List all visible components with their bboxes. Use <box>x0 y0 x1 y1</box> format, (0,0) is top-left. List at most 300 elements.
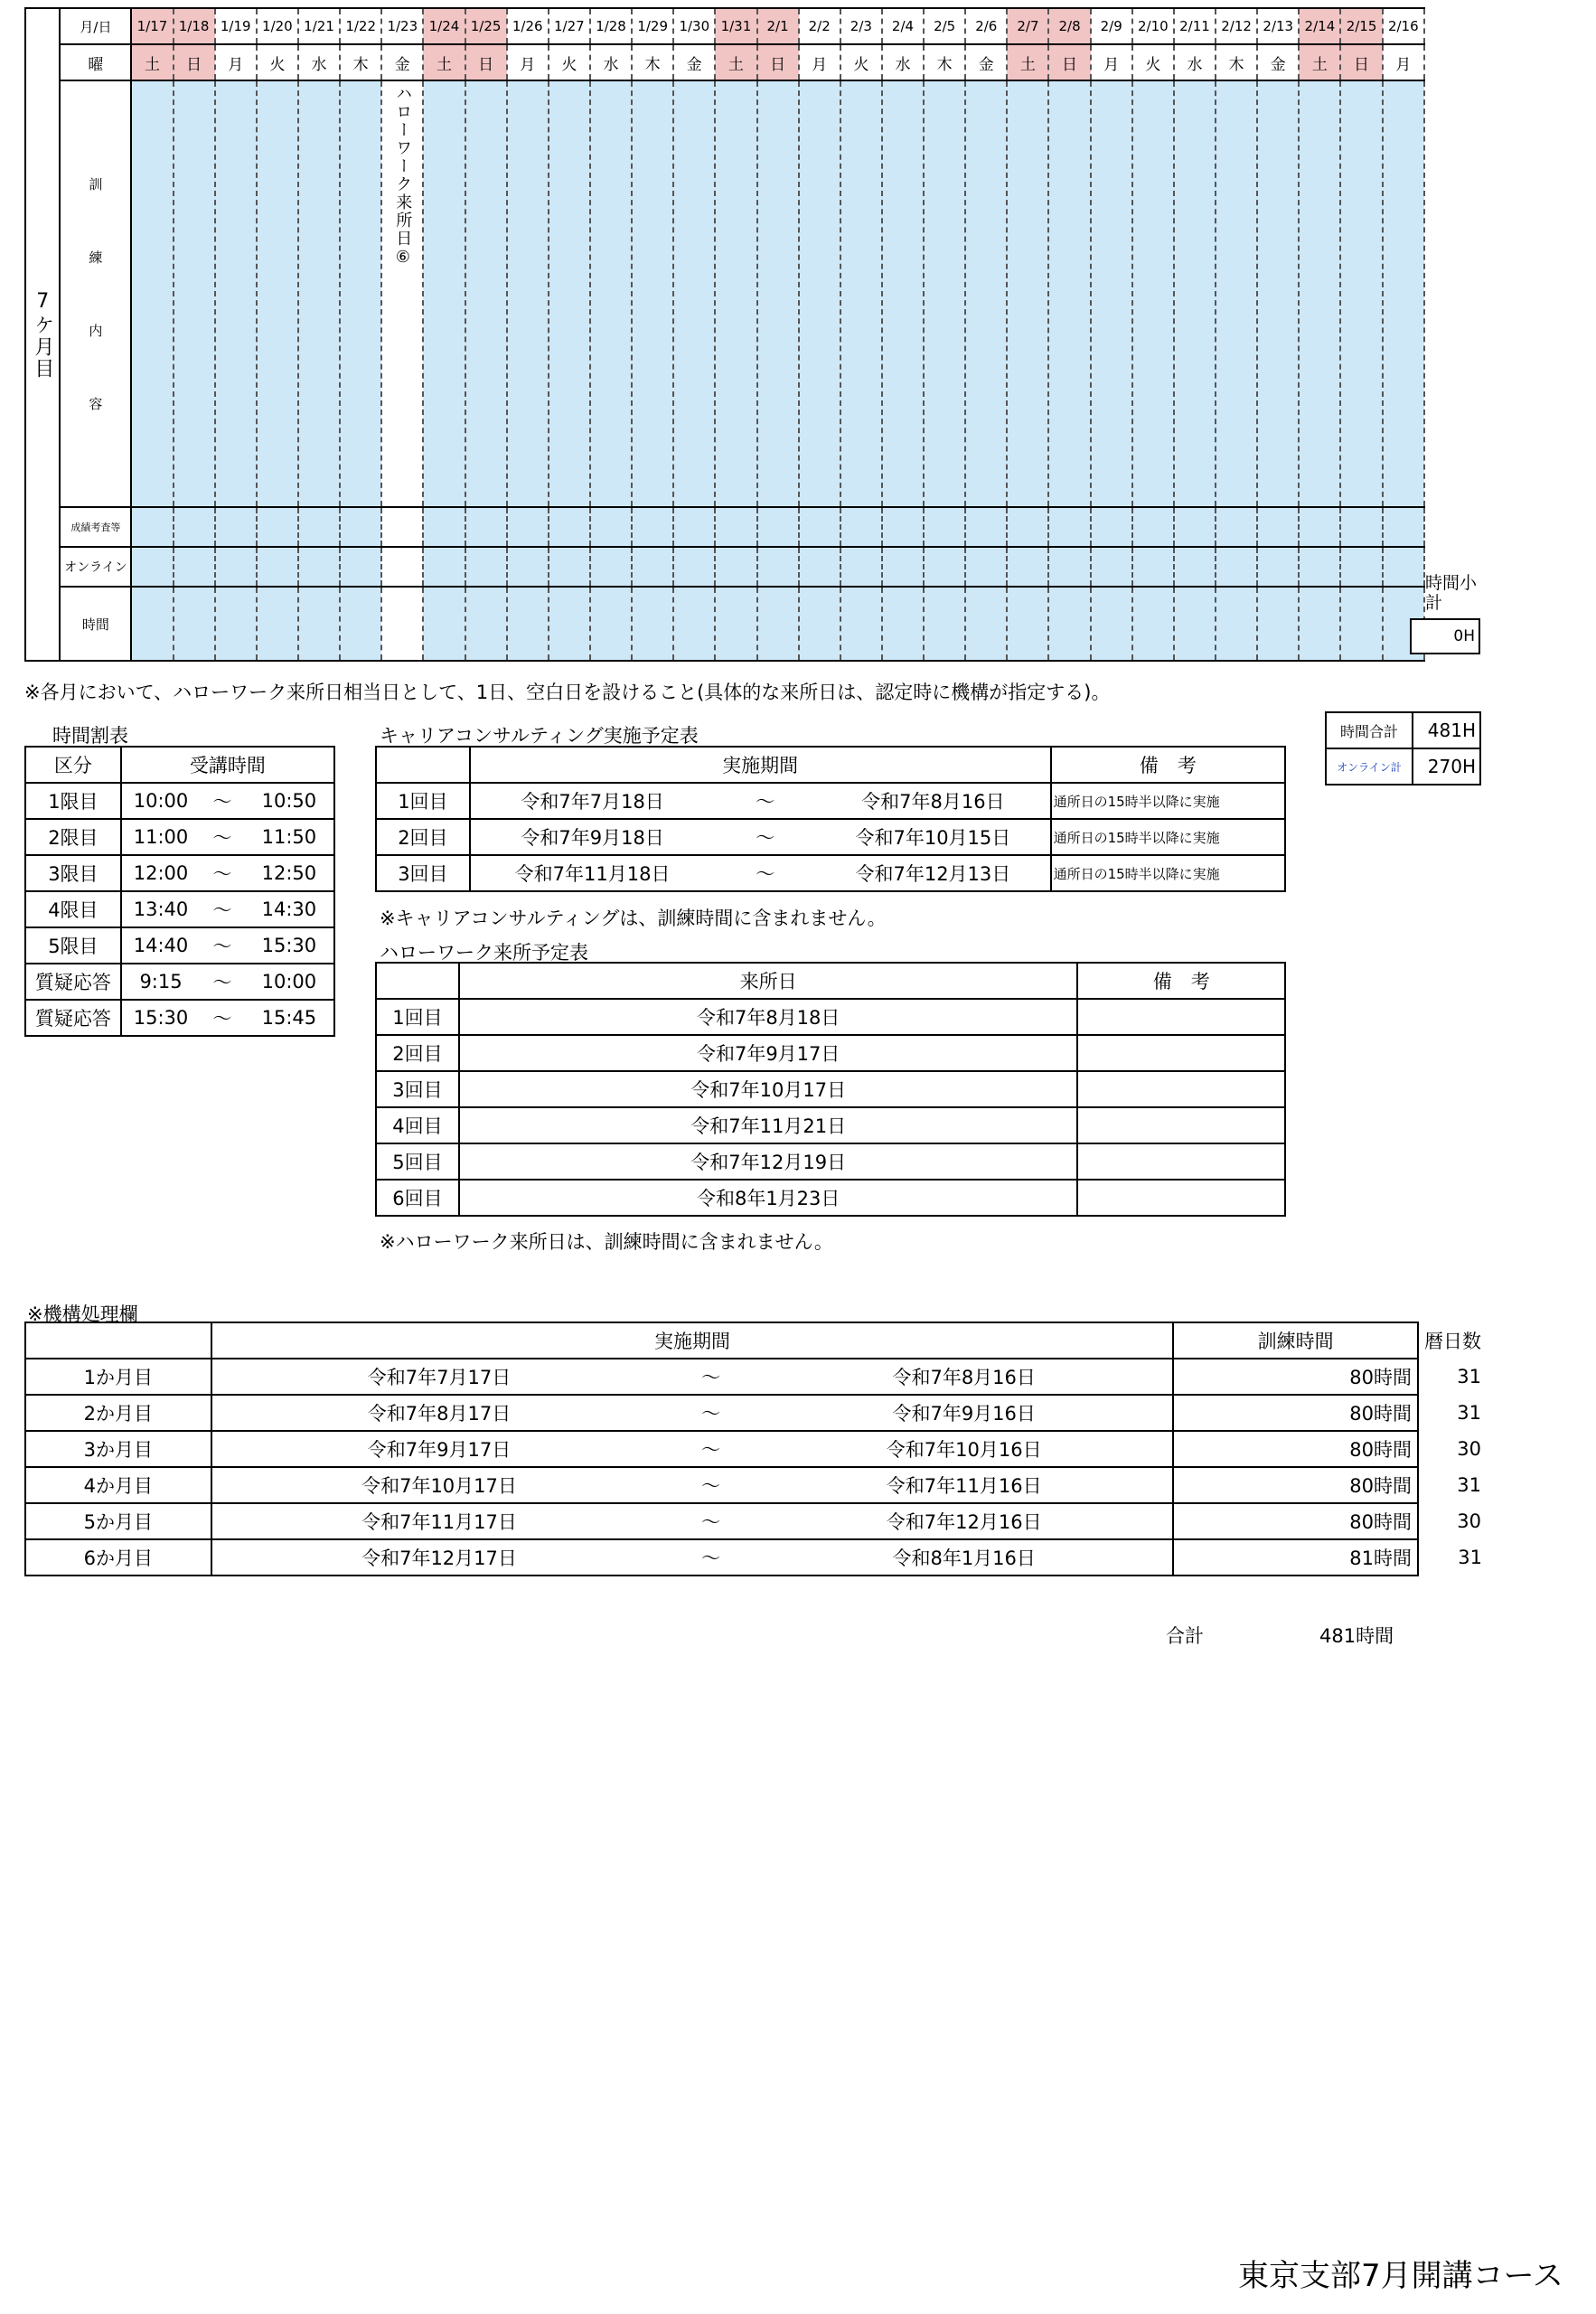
month-label <box>25 8 60 661</box>
weekday-cell: 火 <box>257 44 298 80</box>
career-note: ※キャリアコンサルティングは、訓練時間に含まれません。 <box>380 908 887 929</box>
date-cell: 1/25 <box>465 8 507 44</box>
online-cell <box>1132 547 1174 587</box>
online-cell <box>757 547 799 587</box>
hellowork-date: 令和7年8月18日 <box>459 999 1078 1035</box>
hellowork-remark <box>1077 1180 1285 1216</box>
grade-cell <box>1340 507 1382 547</box>
kikou-header-blank <box>25 1322 211 1359</box>
period-end: 10:00 <box>245 964 334 1000</box>
career-sep: ～ <box>714 819 816 855</box>
content-cell <box>423 80 465 507</box>
weekday-cell: 金 <box>1257 44 1299 80</box>
weekday-cell: 土 <box>131 44 173 80</box>
period-end: 12:50 <box>245 855 334 891</box>
kikou-from: 令和7年7月17日 <box>211 1359 667 1395</box>
period-end: 15:45 <box>245 1000 334 1036</box>
kikou-row <box>25 1359 1488 1395</box>
kikou-month: 6か月目 <box>25 1539 211 1576</box>
online-cell <box>1299 547 1340 587</box>
content-cell <box>465 80 507 507</box>
hellowork-date: 令和8年1月23日 <box>459 1180 1078 1216</box>
timetable-header-section: 区分 <box>25 747 121 783</box>
hours-cell <box>632 587 673 661</box>
online-cell <box>465 547 507 587</box>
hours-cell <box>174 587 215 661</box>
grade-cell <box>757 507 799 547</box>
hellowork-row <box>376 1180 1285 1216</box>
hours-cell <box>423 587 465 661</box>
weekday-cell: 水 <box>298 44 340 80</box>
date-cell: 1/31 <box>715 8 756 44</box>
kikou-row <box>25 1431 1488 1467</box>
weekday-cell: 日 <box>465 44 507 80</box>
career-round: 3回目 <box>376 855 470 891</box>
date-cell: 2/10 <box>1132 8 1174 44</box>
online-cell <box>1174 547 1216 587</box>
hours-cell <box>507 587 549 661</box>
hellowork-round: 3回目 <box>376 1071 459 1107</box>
content-cell <box>1216 80 1257 507</box>
period-end: 14:30 <box>245 891 334 927</box>
hours-total-value: 481H <box>1413 712 1480 748</box>
content-cell <box>131 80 173 507</box>
online-total-value: 270H <box>1413 748 1480 785</box>
weekday-cell: 日 <box>1048 44 1090 80</box>
online-cell <box>673 547 715 587</box>
hours-cell <box>924 587 965 661</box>
online-cell <box>1091 547 1132 587</box>
timetable-title: 時間割表 <box>52 725 128 747</box>
subtotal-label: 時間小計 <box>1425 573 1478 613</box>
period-sep: ～ <box>200 855 244 891</box>
row-label-char: 容 <box>89 396 103 412</box>
kikou-days: 31 <box>1457 1366 1481 1387</box>
period-name: 1限目 <box>25 783 121 819</box>
period-end: 10:50 <box>245 783 334 819</box>
kikou-from: 令和7年12月17日 <box>211 1539 667 1576</box>
row-label-hours: 時間 <box>60 587 131 661</box>
online-cell <box>840 547 882 587</box>
grade-cell <box>1299 507 1340 547</box>
hours-cell <box>1299 587 1340 661</box>
content-cell <box>174 80 215 507</box>
kikou-to: 令和7年8月16日 <box>756 1359 1173 1395</box>
online-cell <box>381 547 423 587</box>
grade-cell <box>632 507 673 547</box>
hellowork-round: 2回目 <box>376 1035 459 1071</box>
weekday-cell: 月 <box>1383 44 1424 80</box>
content-cell <box>715 80 756 507</box>
career-row <box>376 819 1285 855</box>
period-start: 9:15 <box>121 964 201 1000</box>
content-cell <box>1383 80 1424 507</box>
month-label-text: 7ケ月目 <box>31 289 54 380</box>
hours-cell <box>257 587 298 661</box>
online-cell <box>882 547 924 587</box>
online-cell <box>590 547 632 587</box>
weekday-cell: 日 <box>757 44 799 80</box>
hellowork-day-cell <box>381 80 423 507</box>
kikou-days: 30 <box>1457 1510 1481 1532</box>
weekday-cell: 金 <box>381 44 423 80</box>
career-title: キャリアコンサルティング実施予定表 <box>380 725 699 747</box>
hours-cell <box>715 587 756 661</box>
hours-cell <box>381 587 423 661</box>
kikou-month: 5か月目 <box>25 1503 211 1539</box>
weekday-cell: 火 <box>549 44 590 80</box>
content-cell <box>840 80 882 507</box>
kikou-row <box>25 1467 1488 1503</box>
period-end: 15:30 <box>245 927 334 964</box>
period-name: 質疑応答 <box>25 964 121 1000</box>
content-cell <box>757 80 799 507</box>
grade-cell <box>507 507 549 547</box>
hours-cell <box>298 587 340 661</box>
grade-cell <box>1383 507 1424 547</box>
weekday-cell: 土 <box>1007 44 1048 80</box>
date-cell: 2/13 <box>1257 8 1299 44</box>
career-to: 令和7年12月13日 <box>816 855 1050 891</box>
date-cell: 1/21 <box>298 8 340 44</box>
period-start: 10:00 <box>121 783 201 819</box>
date-cell: 2/9 <box>1091 8 1132 44</box>
weekday-cell: 日 <box>174 44 215 80</box>
weekday-cell: 月 <box>799 44 840 80</box>
hours-cell <box>965 587 1007 661</box>
weekday-cell: 水 <box>590 44 632 80</box>
online-cell <box>1048 547 1090 587</box>
hours-cell <box>1340 587 1382 661</box>
hours-cell <box>215 587 257 661</box>
grade-cell <box>965 507 1007 547</box>
grade-cell <box>1132 507 1174 547</box>
content-cell <box>507 80 549 507</box>
weekday-cell: 火 <box>840 44 882 80</box>
hellowork-title: ハローワーク来所予定表 <box>380 942 588 964</box>
online-cell <box>1340 547 1382 587</box>
timetable-row <box>25 855 334 891</box>
grade-cell <box>882 507 924 547</box>
career-sep: ～ <box>714 855 816 891</box>
kikou-days: 30 <box>1457 1438 1481 1460</box>
note-hellowork-blank-day: ※各月において、ハローワーク来所日相当日として、1日、空白日を設けること(具体的な来所日は、認定時に機構が指定する)。 <box>24 682 1111 703</box>
kikou-from: 令和7年11月17日 <box>211 1503 667 1539</box>
timetable-row <box>25 783 334 819</box>
content-cell <box>1299 80 1340 507</box>
grade-cell <box>340 507 381 547</box>
hours-cell <box>1091 587 1132 661</box>
kikou-sep: ～ <box>666 1503 756 1539</box>
hellowork-row <box>376 1035 1285 1071</box>
date-cell: 1/28 <box>590 8 632 44</box>
period-name: 5限目 <box>25 927 121 964</box>
content-cell <box>1132 80 1174 507</box>
weekday-cell: 土 <box>715 44 756 80</box>
career-from: 令和7年9月18日 <box>470 819 715 855</box>
period-sep: ～ <box>200 783 244 819</box>
content-cell <box>257 80 298 507</box>
online-cell <box>965 547 1007 587</box>
period-name: 2限目 <box>25 819 121 855</box>
hours-cell <box>590 587 632 661</box>
header-dow-label: 曜 <box>60 44 131 80</box>
hours-cell <box>882 587 924 661</box>
row-label-char: 練 <box>89 249 103 266</box>
hellowork-table <box>375 962 1286 1217</box>
hellowork-row <box>376 1143 1285 1180</box>
totals-table <box>1325 711 1481 785</box>
date-cell: 2/2 <box>799 8 840 44</box>
row-label-content-text <box>61 174 130 413</box>
subtotal-value: 0H <box>1410 618 1480 654</box>
online-cell <box>174 547 215 587</box>
kikou-total-value: 481時間 <box>1319 1625 1394 1647</box>
date-cell: 1/19 <box>215 8 257 44</box>
content-cell <box>632 80 673 507</box>
career-row <box>376 855 1285 891</box>
grade-cell <box>1216 507 1257 547</box>
header-date-label: 月/日 <box>60 8 131 44</box>
weekday-cell: 土 <box>423 44 465 80</box>
hellowork-date: 令和7年9月17日 <box>459 1035 1078 1071</box>
date-cell: 2/1 <box>757 8 799 44</box>
weekday-cell: 日 <box>1340 44 1382 80</box>
hours-total-label: 時間合計 <box>1326 712 1413 748</box>
grade-cell <box>1257 507 1299 547</box>
content-cell <box>673 80 715 507</box>
period-name: 4限目 <box>25 891 121 927</box>
grade-cell <box>465 507 507 547</box>
career-round: 1回目 <box>376 783 470 819</box>
content-cell <box>215 80 257 507</box>
kikou-sep: ～ <box>666 1431 756 1467</box>
row-label-grade: 成績考査等 <box>60 507 131 547</box>
kikou-days: 31 <box>1457 1474 1481 1496</box>
kikou-title: ※機構処理欄 <box>27 1303 138 1325</box>
hours-cell <box>1132 587 1174 661</box>
kikou-hours: 80時間 <box>1173 1395 1418 1431</box>
date-cell: 1/29 <box>632 8 673 44</box>
online-cell <box>507 547 549 587</box>
hours-cell <box>1174 587 1216 661</box>
kikou-month: 2か月目 <box>25 1395 211 1431</box>
date-cell: 2/4 <box>882 8 924 44</box>
date-cell: 2/11 <box>1174 8 1216 44</box>
kikou-row <box>25 1503 1488 1539</box>
content-cell <box>298 80 340 507</box>
online-cell <box>340 547 381 587</box>
timetable-row <box>25 891 334 927</box>
date-cell: 1/17 <box>131 8 173 44</box>
kikou-month: 1か月目 <box>25 1359 211 1395</box>
kikou-header-period: 実施期間 <box>211 1322 1174 1359</box>
content-cell <box>1174 80 1216 507</box>
content-cell <box>965 80 1007 507</box>
hours-cell <box>799 587 840 661</box>
date-cell: 1/22 <box>340 8 381 44</box>
kikou-header-days: 暦日数 <box>1423 1331 1481 1352</box>
career-header-blank <box>376 747 470 783</box>
date-cell: 1/26 <box>507 8 549 44</box>
grade-cell <box>423 507 465 547</box>
row-label-char: 訓 <box>89 176 103 193</box>
career-header-remarks: 備 考 <box>1051 747 1285 783</box>
online-cell <box>298 547 340 587</box>
content-cell <box>1257 80 1299 507</box>
career-round: 2回目 <box>376 819 470 855</box>
content-cell <box>1007 80 1048 507</box>
weekday-cell: 土 <box>1299 44 1340 80</box>
period-sep: ～ <box>200 819 244 855</box>
kikou-from: 令和7年10月17日 <box>211 1467 667 1503</box>
period-sep: ～ <box>200 891 244 927</box>
grade-cell <box>1048 507 1090 547</box>
content-cell <box>1340 80 1382 507</box>
hellowork-remark <box>1077 1071 1285 1107</box>
hellowork-round: 5回目 <box>376 1143 459 1180</box>
online-cell <box>1007 547 1048 587</box>
grade-cell <box>257 507 298 547</box>
date-cell: 1/23 <box>381 8 423 44</box>
online-total-label: オンライン計 <box>1326 748 1413 785</box>
grade-cell <box>1174 507 1216 547</box>
content-cell <box>1091 80 1132 507</box>
kikou-hours: 80時間 <box>1173 1503 1418 1539</box>
kikou-to: 令和8年1月16日 <box>756 1539 1173 1576</box>
kikou-month: 4か月目 <box>25 1467 211 1503</box>
online-cell <box>1383 547 1424 587</box>
online-cell <box>715 547 756 587</box>
kikou-hours: 80時間 <box>1173 1467 1418 1503</box>
career-from: 令和7年7月18日 <box>470 783 715 819</box>
grade-cell <box>174 507 215 547</box>
hours-cell <box>1007 587 1048 661</box>
kikou-sep: ～ <box>666 1359 756 1395</box>
period-start: 15:30 <box>121 1000 201 1036</box>
kikou-sep: ～ <box>666 1539 756 1576</box>
grade-cell <box>549 507 590 547</box>
period-start: 12:00 <box>121 855 201 891</box>
date-cell: 2/15 <box>1340 8 1382 44</box>
weekday-cell: 金 <box>673 44 715 80</box>
hours-cell <box>673 587 715 661</box>
weekday-cell: 木 <box>632 44 673 80</box>
weekday-cell: 木 <box>924 44 965 80</box>
kikou-to: 令和7年11月16日 <box>756 1467 1173 1503</box>
period-start: 13:40 <box>121 891 201 927</box>
period-sep: ～ <box>200 927 244 964</box>
kikou-to: 令和7年9月16日 <box>756 1395 1173 1431</box>
period-name: 3限目 <box>25 855 121 891</box>
online-cell <box>215 547 257 587</box>
career-to: 令和7年10月15日 <box>816 819 1050 855</box>
hours-cell <box>757 587 799 661</box>
career-remark: 通所日の15時半以降に実施 <box>1051 783 1285 819</box>
date-cell: 2/14 <box>1299 8 1340 44</box>
timetable-header-time: 受講時間 <box>121 747 334 783</box>
date-cell: 1/18 <box>174 8 215 44</box>
grade-cell <box>1091 507 1132 547</box>
kikou-hours: 80時間 <box>1173 1359 1418 1395</box>
online-cell <box>423 547 465 587</box>
kikou-row <box>25 1539 1488 1576</box>
hours-cell <box>131 587 173 661</box>
grade-cell <box>1007 507 1048 547</box>
hellowork-note: ※ハローワーク来所日は、訓練時間に含まれません。 <box>380 1231 833 1253</box>
career-sep: ～ <box>714 783 816 819</box>
kikou-header-hours: 訓練時間 <box>1173 1322 1418 1359</box>
row-label-content <box>60 80 131 507</box>
hellowork-date: 令和7年12月19日 <box>459 1143 1078 1180</box>
kikou-table <box>24 1322 1488 1576</box>
weekday-cell: 金 <box>965 44 1007 80</box>
kikou-to: 令和7年10月16日 <box>756 1431 1173 1467</box>
grade-cell <box>298 507 340 547</box>
period-sep: ～ <box>200 1000 244 1036</box>
hellowork-remark <box>1077 1143 1285 1180</box>
kikou-days: 31 <box>1458 1547 1482 1568</box>
hellowork-remark <box>1077 999 1285 1035</box>
timetable-row <box>25 964 334 1000</box>
career-remark: 通所日の15時半以降に実施 <box>1051 855 1285 891</box>
grade-cell <box>131 507 173 547</box>
row-label-char: 内 <box>89 323 103 339</box>
hellowork-date: 令和7年11月21日 <box>459 1107 1078 1143</box>
timetable-row <box>25 819 334 855</box>
hellowork-date: 令和7年10月17日 <box>459 1071 1078 1107</box>
period-end: 11:50 <box>245 819 334 855</box>
hours-cell <box>549 587 590 661</box>
footer-course-label: 東京支部7月開講コース <box>1238 2258 1563 2294</box>
timetable <box>24 746 335 1037</box>
date-cell: 2/7 <box>1007 8 1048 44</box>
hellowork-row <box>376 999 1285 1035</box>
career-header-period: 実施期間 <box>470 747 1051 783</box>
weekday-cell: 木 <box>340 44 381 80</box>
online-cell <box>924 547 965 587</box>
career-to: 令和7年8月16日 <box>816 783 1050 819</box>
weekday-cell: 火 <box>1132 44 1174 80</box>
date-cell: 2/5 <box>924 8 965 44</box>
hours-cell <box>465 587 507 661</box>
date-cell: 2/12 <box>1216 8 1257 44</box>
grade-cell <box>590 507 632 547</box>
content-cell <box>590 80 632 507</box>
kikou-hours: 81時間 <box>1173 1539 1418 1576</box>
content-cell <box>882 80 924 507</box>
weekday-cell: 月 <box>1091 44 1132 80</box>
content-cell <box>924 80 965 507</box>
grade-cell <box>673 507 715 547</box>
online-cell <box>257 547 298 587</box>
content-cell <box>799 80 840 507</box>
period-sep: ～ <box>200 964 244 1000</box>
career-row <box>376 783 1285 819</box>
weekday-cell: 月 <box>215 44 257 80</box>
hellowork-round: 1回目 <box>376 999 459 1035</box>
weekday-cell: 水 <box>1174 44 1216 80</box>
grade-cell <box>215 507 257 547</box>
hellowork-header-date: 来所日 <box>459 963 1078 999</box>
timetable-row <box>25 927 334 964</box>
hours-cell <box>1257 587 1299 661</box>
content-cell <box>1048 80 1090 507</box>
grade-cell <box>715 507 756 547</box>
hellowork-remark <box>1077 1107 1285 1143</box>
kikou-sep: ～ <box>666 1395 756 1431</box>
date-cell: 2/6 <box>965 8 1007 44</box>
